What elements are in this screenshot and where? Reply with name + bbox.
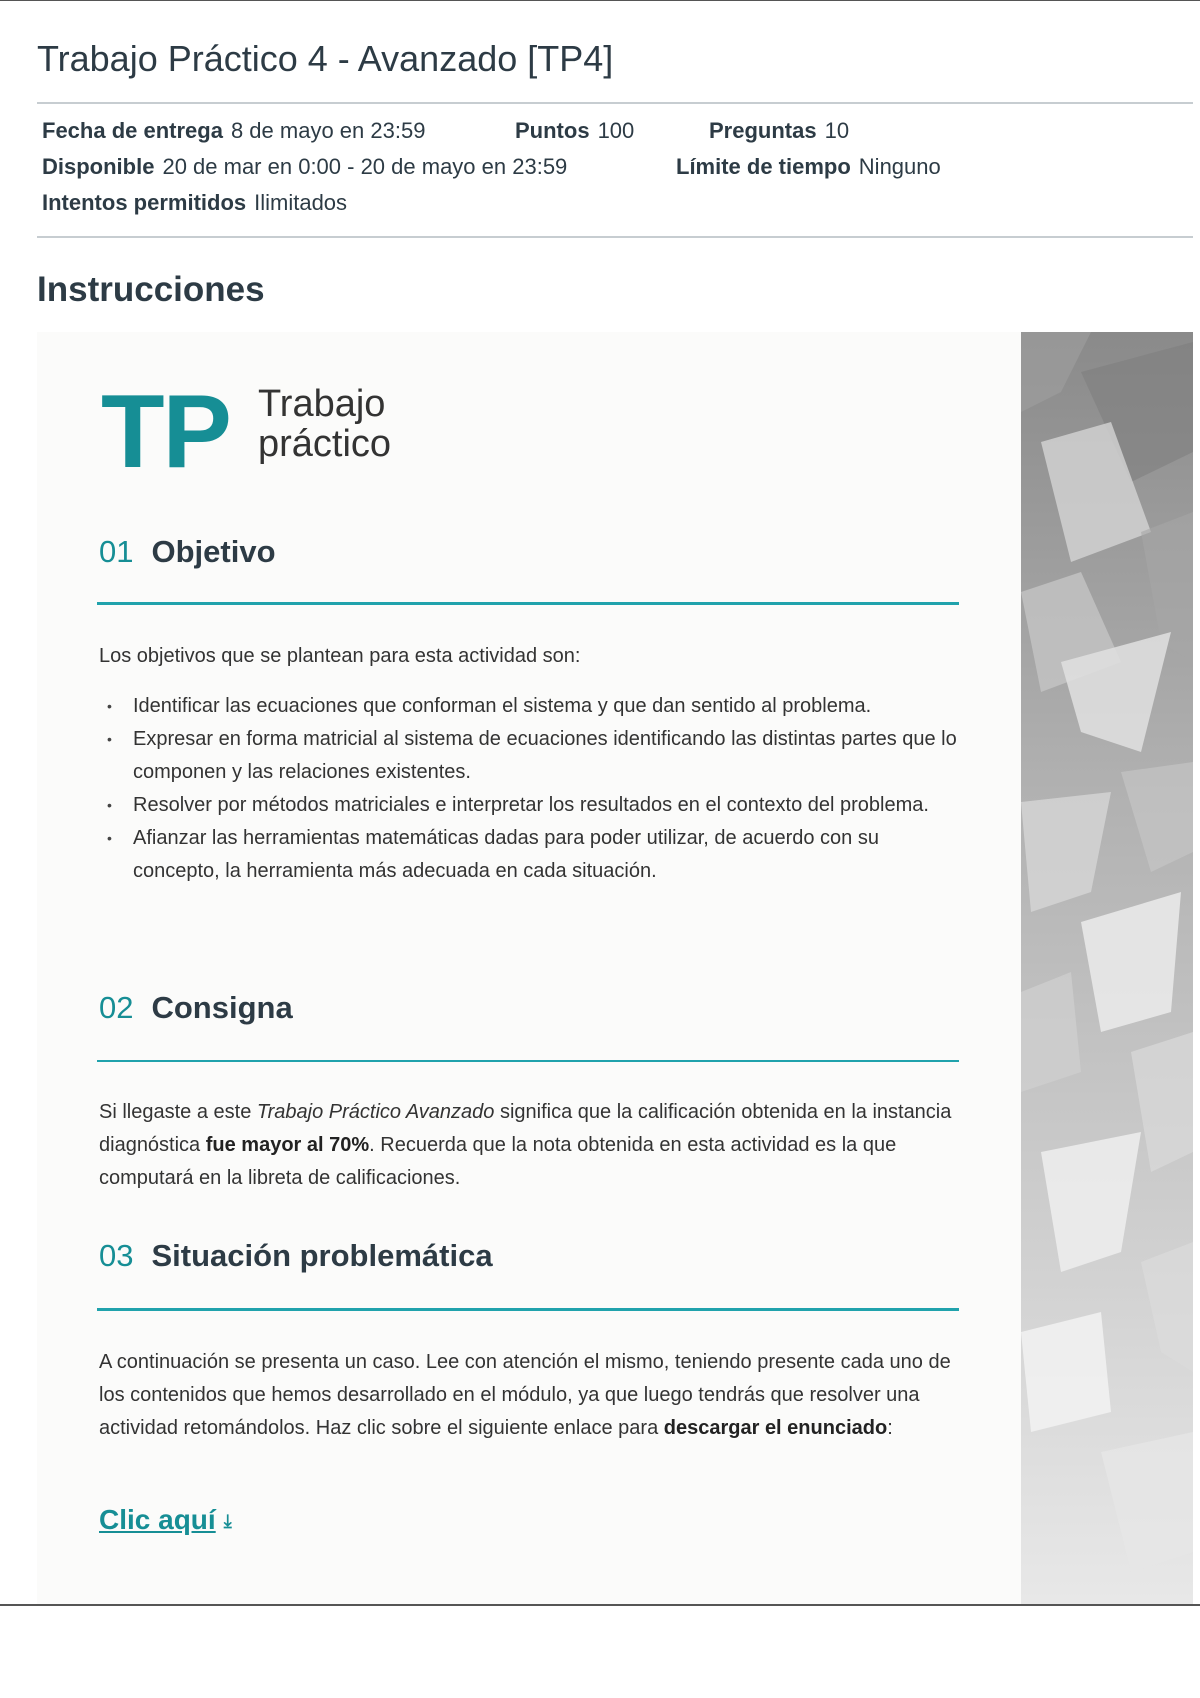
list-item: • Identificar las ecuaciones que conforman el sistema y que dan sentido al problema. [99, 690, 959, 723]
situacion-text: : [887, 1417, 893, 1439]
section-divider [97, 1060, 959, 1062]
section-divider [97, 1308, 959, 1311]
section-objetivo-heading [99, 534, 276, 570]
decorative-side-image [1021, 332, 1193, 1604]
time-limit-label: Límite de tiempo [676, 154, 851, 179]
available-window [42, 152, 567, 182]
available-label: Disponible [42, 154, 155, 179]
questions-label: Preguntas [709, 118, 817, 143]
points [515, 116, 634, 146]
section-divider [97, 602, 959, 605]
questions-value: 10 [824, 118, 850, 143]
available-value: 20 de mar en 0:00 - 20 de mayo en 23:59 [162, 154, 568, 179]
situacion-text: A continuación se presenta un caso. Lee con atención el mismo, teniendo presente cada uno de los contenidos que hemos desarrollado en el módulo, ya que luego tendrás que resolver una actividad retomándolos. Haz clic sobre el siguiente enlace para [99, 1351, 951, 1439]
list-item: • Expresar en forma matricial al sistema de ecuaciones identificando las distintas partes que lo componen y las relaciones existentes. [99, 723, 959, 789]
list-item: • Afianzar las herramientas matemáticas dadas para poder utilizar, de acuerdo con su concepto, la herramienta más adecuada en cada situación. [99, 822, 959, 888]
section-number: 03 [99, 1238, 134, 1273]
attempts-allowed [42, 188, 347, 218]
consigna-paragraph [99, 1096, 959, 1195]
questions [709, 116, 849, 146]
due-date [42, 116, 425, 146]
bottom-divider [0, 1604, 1200, 1606]
tp-logo-line1: Trabajo [258, 383, 386, 425]
points-value: 100 [597, 118, 635, 143]
attempts-label: Intentos permitidos [42, 190, 247, 215]
section-title: Objetivo [151, 534, 276, 569]
objetivo-intro: Los objetivos que se plantean para esta actividad son: [99, 645, 581, 667]
due-date-label: Fecha de entrega [42, 118, 223, 143]
due-date-value: 8 de mayo en 23:59 [230, 118, 426, 143]
details-divider [37, 236, 1193, 238]
section-number: 02 [99, 990, 134, 1025]
instructions-content [37, 332, 1193, 1604]
situacion-bold: descargar el enunciado [663, 1417, 888, 1439]
top-divider [0, 0, 1200, 1]
attempts-value: Ilimitados [254, 190, 348, 215]
time-limit-value: Ninguno [858, 154, 941, 179]
download-link-label[interactable]: Clic aquí [99, 1504, 216, 1535]
points-label: Puntos [515, 118, 590, 143]
download-link[interactable] [99, 1504, 232, 1536]
list-item: • Resolver por métodos matriciales e interpretar los resultados en el contexto del problema. [99, 789, 959, 822]
download-icon[interactable]: ⤓ [223, 1511, 232, 1532]
title-divider [37, 102, 1193, 104]
section-title: Situación problemática [151, 1238, 493, 1273]
instructions-heading: Instrucciones [37, 270, 265, 309]
tp-logo-letters: TP [101, 374, 230, 490]
time-limit [676, 152, 941, 182]
consigna-text: significa que la calificación obtenida en la instancia diagnóstica [99, 1101, 952, 1156]
consigna-italic: Trabajo Práctico Avanzado [256, 1101, 495, 1123]
consigna-text: . Recuerda que la nota obtenida en esta actividad es la que computará en la libreta de calificaciones. [99, 1134, 897, 1189]
section-number: 01 [99, 534, 134, 569]
section-situacion-heading [99, 1238, 493, 1274]
tp-logo-line2: práctico [258, 423, 392, 465]
consigna-text: Si llegaste a este [99, 1101, 257, 1123]
consigna-bold: fue mayor al 70% [205, 1134, 370, 1156]
situacion-paragraph [99, 1346, 959, 1445]
tp-logo-words [258, 384, 391, 464]
section-consigna-heading [99, 990, 293, 1026]
page-title: Trabajo Práctico 4 - Avanzado [TP4] [37, 38, 614, 79]
section-title: Consigna [151, 990, 293, 1025]
objetivo-list [99, 690, 959, 888]
